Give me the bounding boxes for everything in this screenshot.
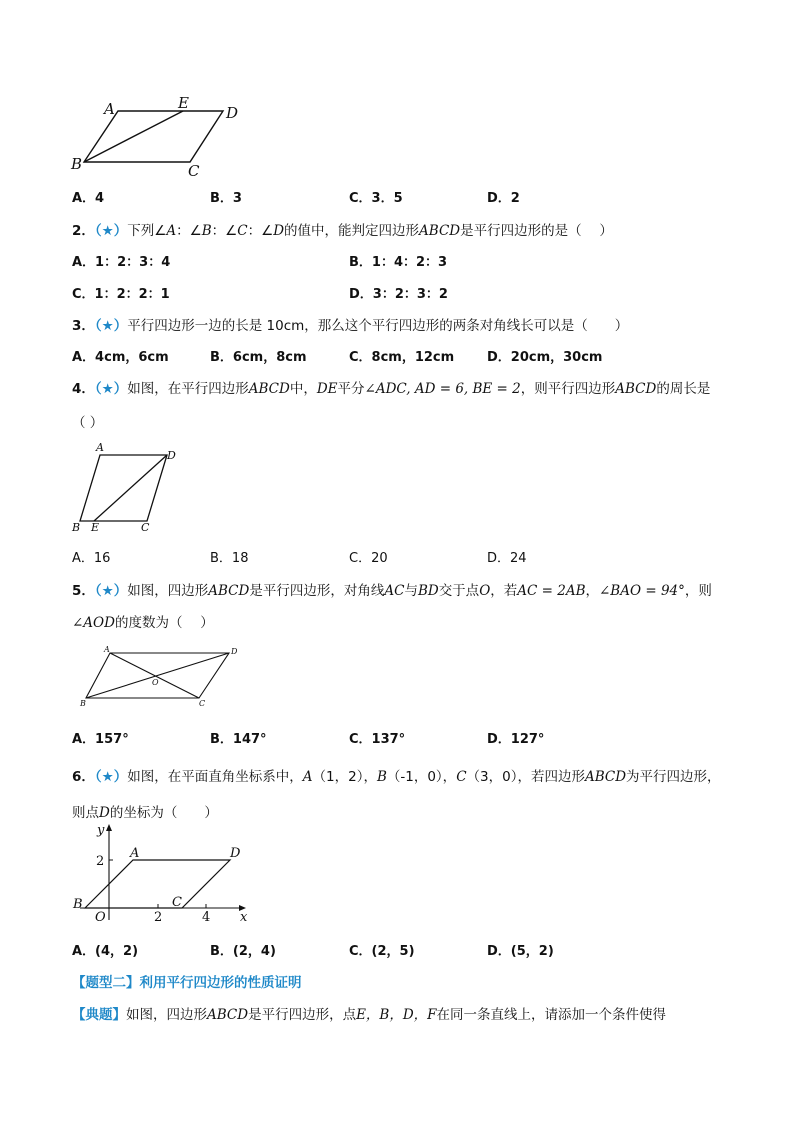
q5-formula: ∠BAO = 94° bbox=[599, 583, 685, 599]
axis-label-y: y bbox=[97, 823, 105, 838]
label-d: D bbox=[230, 846, 241, 861]
q2-text: 的值中，能判定四边形 bbox=[284, 223, 420, 239]
tick-label-y2: 2 bbox=[96, 854, 105, 869]
q4-option-b[interactable]: B．18 bbox=[210, 551, 249, 566]
q2-options-row1 bbox=[72, 251, 732, 271]
q4-option-d[interactable]: D．24 bbox=[487, 551, 527, 566]
question-6-stem bbox=[72, 765, 721, 785]
q5-var: BD bbox=[417, 583, 439, 599]
q2-var: D bbox=[273, 223, 285, 239]
q4-var: ABCD bbox=[615, 381, 657, 397]
figure-parallelogram-diagonals bbox=[74, 642, 249, 710]
q2-text: ：∠ bbox=[211, 223, 238, 239]
q6-option-c[interactable]: C．(2，5) bbox=[349, 944, 415, 959]
label-c: C bbox=[172, 895, 182, 910]
label-c: C bbox=[141, 521, 150, 534]
question-2-stem bbox=[72, 219, 613, 239]
q2-option-c[interactable]: C．1：2：2：1 bbox=[72, 287, 170, 302]
difficulty-star: （★） bbox=[94, 769, 128, 785]
difficulty-star: （★） bbox=[94, 583, 128, 599]
figure-parallelogram-abed bbox=[70, 95, 250, 180]
q5-text: 如图，四边形 bbox=[127, 583, 209, 599]
parallelogram-abcd-2 bbox=[80, 455, 167, 521]
question-4-number: 4． bbox=[72, 381, 95, 397]
q1-option-d[interactable]: D．2 bbox=[487, 191, 520, 206]
question-5-line2 bbox=[72, 611, 214, 631]
label-b: B bbox=[71, 155, 83, 173]
label-d: D bbox=[167, 449, 176, 462]
q5-options bbox=[72, 728, 732, 748]
label-a: A bbox=[104, 645, 110, 654]
q5-option-a[interactable]: A．157° bbox=[72, 732, 129, 747]
q6-text: 则点 bbox=[72, 805, 99, 821]
q6-var: ABCD bbox=[584, 769, 627, 785]
segment-be bbox=[84, 111, 183, 162]
q6-var: C bbox=[456, 769, 467, 785]
label-a: A bbox=[130, 846, 140, 861]
figure-coordinate-plane bbox=[70, 822, 255, 924]
segment-de bbox=[94, 455, 167, 521]
axis-label-x: x bbox=[240, 910, 248, 924]
q2-option-a[interactable]: A．1：2：3：4 bbox=[72, 255, 171, 270]
difficulty-star: （★） bbox=[94, 223, 128, 239]
q3-option-b[interactable]: B．6cm，8cm bbox=[210, 350, 307, 365]
label-a: A bbox=[104, 100, 115, 118]
q5-var: ABCD bbox=[208, 583, 250, 599]
q3-option-d[interactable]: D．20cm，30cm bbox=[487, 350, 603, 365]
tick-label-x4: 4 bbox=[202, 910, 211, 924]
question-4-line2: （ ） bbox=[72, 415, 104, 431]
question-6-line2 bbox=[72, 801, 218, 821]
q4-var: ABCD bbox=[248, 381, 290, 397]
q5-option-b[interactable]: B．147° bbox=[210, 732, 267, 747]
q6-var: A bbox=[302, 769, 313, 785]
question-4-stem bbox=[72, 377, 710, 397]
sample-tag: 【典题】 bbox=[72, 1007, 126, 1023]
q6-options bbox=[72, 940, 732, 960]
q4-text: 平分 bbox=[337, 381, 365, 397]
q6-option-b[interactable]: B．(2，4) bbox=[210, 944, 276, 959]
parallelogram-abcd-4 bbox=[85, 860, 230, 908]
q6-option-d[interactable]: D．(5，2) bbox=[487, 944, 554, 959]
q5-text: 是平行四边形，对角线 bbox=[249, 583, 385, 599]
q3-options bbox=[72, 346, 732, 366]
q2-text: 是平行四边形的是（ ） bbox=[460, 223, 613, 239]
sample-text: 如图，四边形 bbox=[126, 1007, 207, 1023]
q5-formula: ∠AOD bbox=[72, 615, 115, 631]
label-c: C bbox=[199, 699, 206, 708]
label-o: O bbox=[95, 910, 106, 924]
q2-var: ABCD bbox=[419, 223, 461, 239]
q5-option-d[interactable]: D．127° bbox=[487, 732, 545, 747]
q2-option-d[interactable]: D．3：2：3：2 bbox=[349, 287, 448, 302]
sample-var: ABCD bbox=[207, 1007, 249, 1023]
question-5-stem bbox=[72, 579, 712, 599]
q6-text: 为平行四边形， bbox=[626, 769, 721, 785]
label-e: E bbox=[91, 521, 100, 534]
q2-text: ：∠ bbox=[176, 223, 202, 239]
label-c: C bbox=[188, 162, 200, 180]
q5-text: ，若 bbox=[490, 583, 518, 599]
label-e: E bbox=[178, 95, 189, 112]
q6-text: （1，2）， bbox=[312, 769, 377, 785]
label-d: D bbox=[231, 647, 238, 656]
q6-var: D bbox=[99, 805, 110, 821]
q5-text: 的度数为（ ） bbox=[114, 615, 214, 631]
label-o: O bbox=[152, 678, 159, 687]
q1-option-b[interactable]: B．3 bbox=[210, 191, 242, 206]
q4-text: 如图，在平行四边形 bbox=[127, 381, 249, 397]
question-5-number: 5． bbox=[72, 583, 95, 599]
sample-var: E，B，D，F bbox=[356, 1007, 437, 1023]
q2-option-b[interactable]: B．1：4：2：3 bbox=[349, 255, 448, 270]
q5-text: ，则 bbox=[684, 583, 712, 599]
q1-option-c[interactable]: C．3．5 bbox=[349, 191, 403, 206]
q3-option-c[interactable]: C．8cm，12cm bbox=[349, 350, 455, 365]
question-3-stem bbox=[72, 314, 628, 334]
q4-options bbox=[72, 547, 732, 567]
sample-text: 是平行四边形，点 bbox=[248, 1007, 357, 1023]
q2-var: A bbox=[166, 223, 177, 239]
q6-text: （-1，0）， bbox=[386, 769, 457, 785]
difficulty-star: （★） bbox=[94, 318, 128, 334]
sample-text: 在同一条直线上，请添加一个条件使得 bbox=[436, 1007, 667, 1023]
q5-var: AC bbox=[384, 583, 405, 599]
diagonal-bd bbox=[86, 653, 229, 698]
question-6-number: 6． bbox=[72, 769, 95, 785]
q1-option-a[interactable]: A．4 bbox=[72, 191, 105, 206]
difficulty-star: （★） bbox=[94, 381, 128, 397]
q2-var: C bbox=[237, 223, 248, 239]
q4-option-c[interactable]: C．20 bbox=[349, 551, 388, 566]
q3-text: 平行四边形一边的长是 10cm，那么这个平行四边形的两条对角线长可以是（ ） bbox=[127, 318, 629, 334]
y-axis-arrow bbox=[106, 824, 112, 831]
q6-var: B bbox=[376, 769, 387, 785]
q4-text: 的周长是 bbox=[656, 381, 711, 397]
parallelogram-abcd-1 bbox=[84, 111, 223, 162]
q5-text: ， bbox=[585, 583, 599, 599]
figure-parallelogram-de bbox=[70, 440, 180, 540]
label-b: B bbox=[72, 521, 81, 534]
q6-text: 的坐标为（ ） bbox=[109, 805, 218, 821]
section-title-type-2: 【题型二】利用平行四边形的性质证明 bbox=[72, 975, 302, 991]
q4-var: DE bbox=[316, 381, 338, 397]
label-b: B bbox=[80, 699, 86, 708]
sample-problem bbox=[72, 1003, 666, 1023]
q2-text: 下列∠ bbox=[127, 223, 167, 239]
tick-label-x2: 2 bbox=[154, 910, 163, 924]
q2-options-row2 bbox=[72, 283, 732, 303]
q2-text: ：∠ bbox=[247, 223, 274, 239]
q5-option-c[interactable]: C．137° bbox=[349, 732, 406, 747]
label-b: B bbox=[73, 897, 83, 912]
q6-text: 如图，在平面直角坐标系中， bbox=[127, 769, 303, 785]
q5-var: O bbox=[479, 583, 491, 599]
q5-text: 交于点 bbox=[438, 583, 480, 599]
q3-option-a[interactable]: A．4cm，6cm bbox=[72, 350, 169, 365]
question-3-number: 3． bbox=[72, 318, 95, 334]
q4-option-a[interactable]: A．16 bbox=[72, 551, 111, 566]
q4-text: ，则平行四边形 bbox=[520, 381, 616, 397]
label-d: D bbox=[226, 104, 239, 122]
diagonal-ac bbox=[110, 653, 199, 698]
q5-text: 与 bbox=[404, 583, 418, 599]
label-a: A bbox=[96, 441, 104, 454]
question-2-number: 2． bbox=[72, 223, 95, 239]
q6-text: （3，0），若四边形 bbox=[466, 769, 585, 785]
q1-options bbox=[72, 187, 732, 207]
q2-var: B bbox=[201, 223, 212, 239]
q6-option-a[interactable]: A．(4，2) bbox=[72, 944, 139, 959]
q4-text: 中， bbox=[289, 381, 317, 397]
q5-formula: AC = 2AB bbox=[517, 583, 586, 599]
q4-formula: ∠ADC, AD = 6, BE = 2 bbox=[364, 381, 521, 397]
